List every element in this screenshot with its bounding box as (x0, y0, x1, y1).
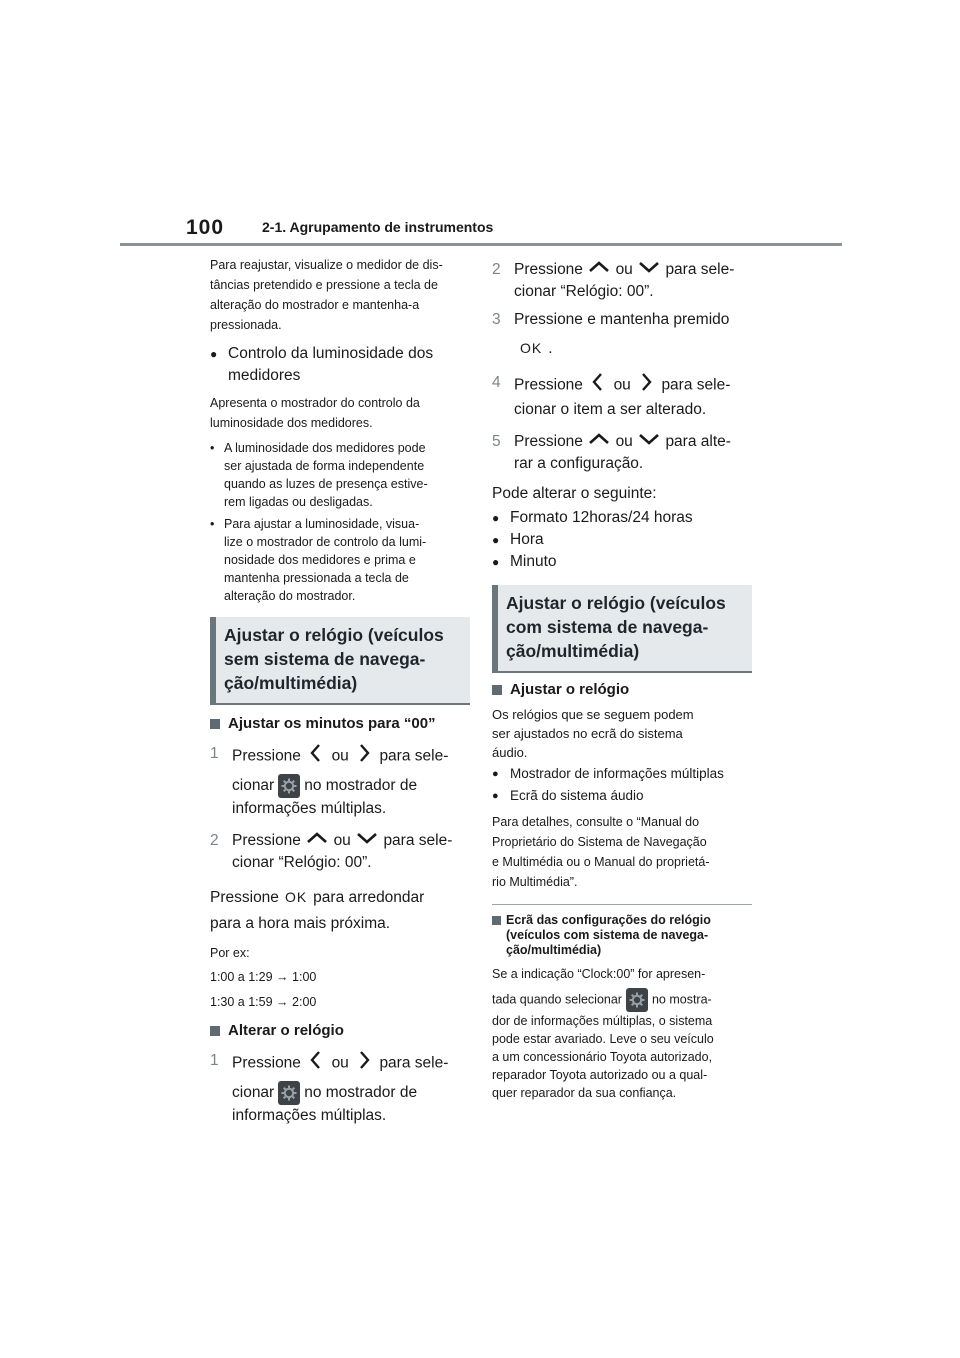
page-number: 100 (186, 216, 225, 239)
list-item: • Para ajustar a luminosidade, visua- lize o mostrador de controlo da lumi- nosidade dos medidores e prima e mantenha pressionada a tecla de alteração do mostrador. (210, 517, 427, 603)
detail-note: e Multimédia ou o Manual do proprietá- (492, 855, 710, 870)
brightness-title: ● Controlo da luminosidade dos (210, 343, 470, 365)
warning-text: reparador Toyota autorizado ou a qual- (492, 1068, 708, 1083)
step-1-cont: informações múltiplas. (232, 800, 387, 817)
bullet-diamond-icon: ● (492, 790, 499, 803)
bullet-diamond-icon: ● (492, 533, 500, 548)
bullet-diamond-icon: ● (492, 555, 500, 570)
intro-line: pressionada. (210, 318, 282, 332)
step-4-cont: cionar o item a ser alterado. (514, 401, 707, 419)
brightness-title: medidores (228, 367, 301, 384)
warning-text: dor de informações múltiplas, o sistema (492, 1014, 713, 1029)
step-4: 4 Pressione ou para sele- (492, 372, 752, 399)
intro-line: Para reajustar, visualize o medidor de dis- (210, 258, 443, 272)
subheading: Alterar o relógio (210, 1020, 470, 1042)
detail-note: Para detalhes, consulte o “Manual do (492, 815, 700, 830)
brightness-desc: Apresenta o mostrador do controlo da (210, 396, 420, 410)
options-intro: Pode alterar o seguinte: (492, 485, 657, 503)
list-item: ● Formato 12horas/24 horas (492, 507, 752, 529)
gear-icon (278, 774, 300, 798)
warning-text: quer reparador da sua confiança. (492, 1086, 677, 1101)
intro-line: tâncias pretendido e pressione a tecla de (210, 278, 438, 292)
chapter-title: 2-1. Agrupamento de instrumentos (262, 219, 494, 235)
chevron-up-icon (587, 431, 611, 453)
clock-desc: áudio. (492, 745, 528, 761)
bullet-icon: • (210, 517, 215, 531)
chevron-left-icon (305, 1050, 327, 1077)
subheading: Ajustar o relógio (492, 679, 752, 701)
ok-key-label: OK (284, 889, 308, 906)
square-bullet-icon (210, 1026, 220, 1036)
step-1: 1 Pressione ou para sele- (210, 1050, 470, 1077)
arrow-right-icon: → (276, 995, 289, 1010)
square-bullet-icon (492, 916, 501, 925)
clock-desc: ser ajustados no ecrã do sistema (492, 726, 683, 742)
square-bullet-icon (492, 685, 502, 695)
intro-line: alteração do mostrador e mantenha-a (210, 298, 420, 312)
arrow-right-icon: → (276, 970, 289, 985)
example-label: Por ex: (210, 946, 250, 961)
warning-text: Se a indicação “Clock:00” for apresen- (492, 967, 706, 982)
detail-note: Proprietário do Sistema de Navegação (492, 835, 707, 850)
ok-instruction: Pressione OK para arredondar (210, 886, 470, 909)
step-1-cont: informações múltiplas. (232, 1107, 387, 1125)
step-2-cont: cionar “Relógio: 00”. (232, 854, 372, 872)
subheading: (veículos com sistema de navega- (506, 928, 709, 943)
step-5-cont: rar a configuração. (514, 455, 644, 473)
chevron-left-icon (587, 372, 609, 399)
list-item: ● Ecrã do sistema áudio (492, 786, 752, 806)
chevron-right-icon (353, 743, 375, 770)
brightness-desc: luminosidade dos medidores. (210, 416, 373, 430)
list-item: ● Minuto (492, 551, 752, 573)
bullet-diamond-icon: ● (492, 511, 500, 526)
step-2-cont: cionar “Relógio: 00”. (514, 283, 654, 301)
list-item: ● Mostrador de informações múltiplas (492, 764, 752, 784)
chevron-up-icon (305, 830, 329, 852)
example-row: 1:00 a 1:29 → 1:00 (210, 970, 317, 985)
chevron-up-icon (587, 259, 611, 281)
chevron-right-icon (353, 1050, 375, 1077)
step-1-cont: cionar no mostrador de (210, 774, 470, 798)
bullet-diamond-icon: ● (210, 347, 218, 361)
ok-instruction-cont: para a hora mais próxima. (210, 915, 391, 933)
step-1: 1 Pressione ou para sele- (210, 743, 470, 770)
subheading: Ajustar os minutos para “00” (210, 713, 470, 735)
bullet-diamond-icon: ● (492, 768, 499, 781)
list-item: ● Hora (492, 529, 752, 551)
header-rule (120, 243, 842, 246)
step-1-cont: cionar no mostrador de (210, 1081, 470, 1105)
section-heading-box: Ajustar o relógio (veículos sem sistema de navega- ção/multimédia) (210, 617, 470, 705)
step-2: 2 Pressione ou para sele- (210, 830, 470, 852)
chevron-down-icon (637, 259, 661, 281)
chevron-down-icon (637, 431, 661, 453)
chevron-right-icon (635, 372, 657, 399)
ok-key-label: OK (520, 340, 543, 357)
warning-text: a um concessionário Toyota autorizado, (492, 1050, 713, 1065)
warning-text: pode estar avariado. Leve o seu veículo (492, 1032, 714, 1047)
step-5: 5 Pressione ou para alte- (492, 431, 752, 453)
bullet-icon: • (210, 441, 215, 455)
detail-note: rio Multimédia”. (492, 875, 578, 890)
gear-icon (626, 988, 648, 1012)
gear-icon (278, 1081, 300, 1105)
left-column (210, 255, 470, 1127)
clock-desc: Os relógios que se seguem podem (492, 707, 694, 723)
step-3-cont: OK . (492, 337, 752, 360)
warning-text: tada quando selecionar no mostra- (492, 988, 752, 1012)
section-heading-box: Ajustar o relógio (veículos com sistema de navega- ção/multimédia) (492, 585, 752, 673)
subheading: ção/multimédia) (506, 943, 602, 958)
example-row: 1:30 a 1:59 → 2:00 (210, 995, 317, 1010)
chevron-down-icon (355, 830, 379, 852)
subheading: Ecrã das configurações do relógio (492, 913, 752, 928)
square-bullet-icon (210, 719, 220, 729)
right-column (492, 259, 752, 1102)
step-3: 3 Pressione e mantenha premido (492, 311, 730, 329)
list-item: • A luminosidade dos medidores pode ser ajustada de forma independente quando as luzes de presença estive- rem ligadas ou desligadas. (210, 441, 428, 509)
step-2: 2 Pressione ou para sele- (492, 259, 752, 281)
chevron-left-icon (305, 743, 327, 770)
